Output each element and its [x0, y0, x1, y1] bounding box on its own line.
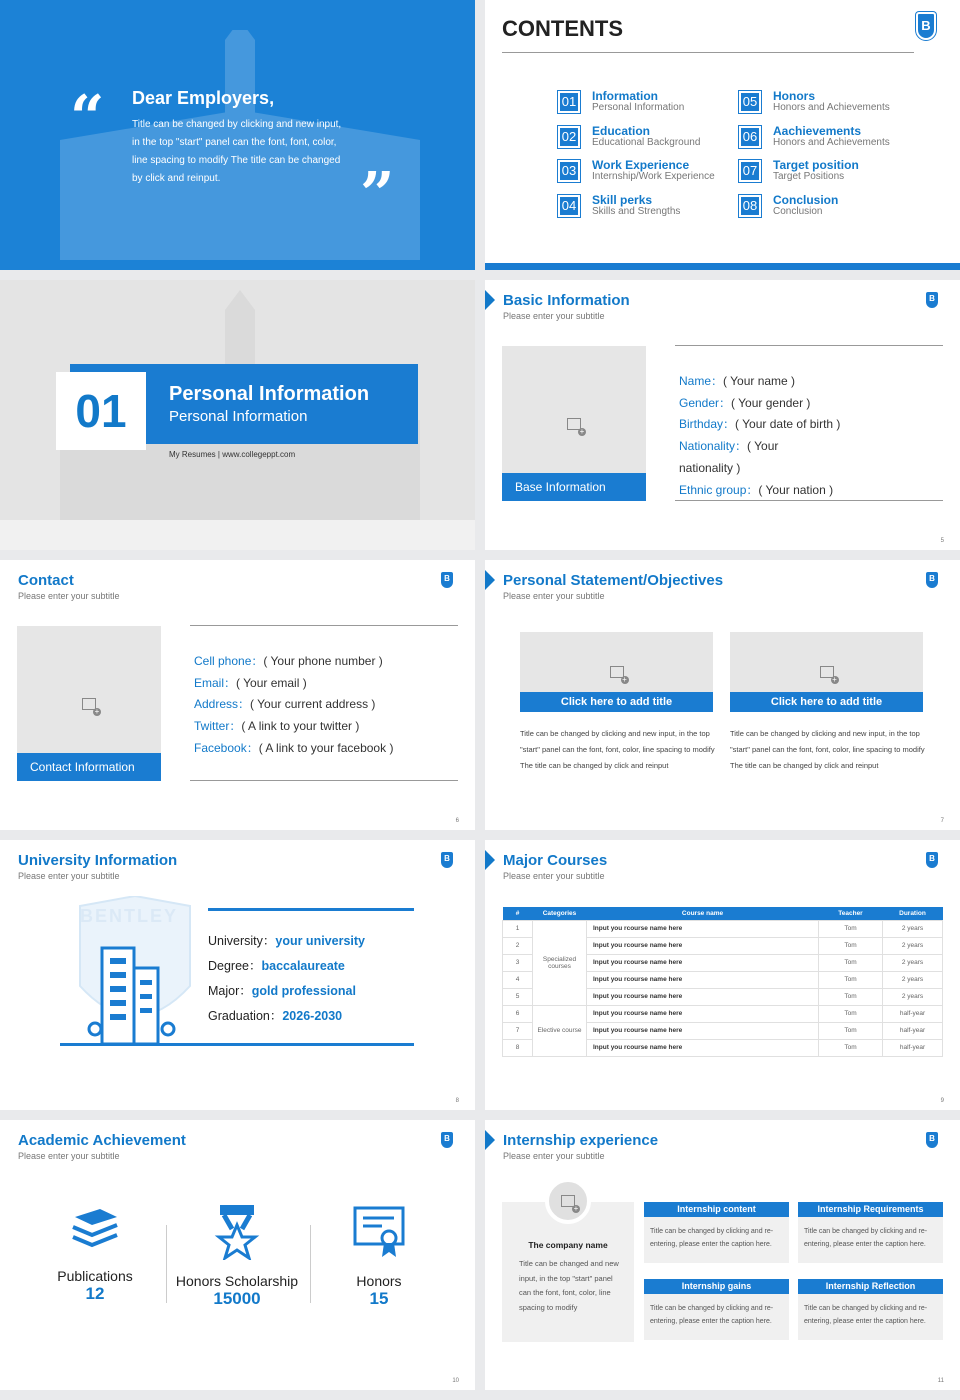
info-field — [194, 738, 454, 760]
teacher-cell[interactable]: Tom — [819, 954, 883, 971]
box-text: Title can be changed by clicking and re-entering, please enter the caption here. — [644, 1217, 789, 1263]
info-field — [679, 480, 859, 502]
page-number: 5 — [940, 538, 944, 544]
col-header: Course name — [587, 907, 819, 920]
teacher-cell[interactable]: Tom — [819, 937, 883, 954]
col-header: Duration — [883, 907, 943, 920]
field-label: University： — [208, 934, 276, 948]
college-logo-icon: B — [926, 292, 938, 308]
university-watermark: BENTLEY — [80, 906, 179, 926]
field-label: Major： — [208, 984, 252, 998]
page-number: 7 — [940, 818, 944, 824]
table-row — [503, 920, 943, 937]
course-name-cell[interactable]: Input you rcourse name here — [587, 1005, 819, 1022]
col-header: Teacher — [819, 907, 883, 920]
contents-item-number: 08 — [739, 195, 761, 217]
field-value[interactable]: ( Your phone number ) — [263, 654, 383, 668]
info-field — [679, 371, 859, 393]
medal-icon — [212, 1205, 262, 1260]
row-number: 3 — [503, 954, 533, 971]
image-placeholder-icon — [82, 698, 96, 710]
title-marker-icon — [485, 570, 495, 590]
slide-internship-experience — [485, 1120, 960, 1390]
achievement-label: Publications — [57, 1268, 133, 1284]
row-number: 6 — [503, 1005, 533, 1022]
info-field — [194, 716, 454, 738]
achievement-item — [165, 1205, 309, 1309]
box-heading: Internship Requirements — [798, 1202, 943, 1217]
info-field — [679, 414, 859, 436]
company-text: Title can be changed and new input, in the top "start" panel can the font, font, color, line spacing to modify — [519, 1259, 619, 1312]
page-number: 8 — [455, 1098, 459, 1104]
card-title-button[interactable]: Click here to add title — [730, 692, 923, 712]
info-field — [679, 393, 859, 415]
box-text: Title can be changed by clicking and re-entering, please enter the caption here. — [644, 1294, 789, 1340]
category-cell: Specialized courses — [533, 920, 587, 1005]
contents-item-number: 02 — [558, 126, 580, 148]
slide-basic-information — [485, 280, 960, 550]
image-placeholder-icon — [567, 418, 581, 430]
row-number: 8 — [503, 1039, 533, 1056]
section-title: Personal Information — [169, 383, 370, 405]
slide-title: Major Courses — [503, 852, 608, 869]
slide-title: Basic Information — [503, 292, 630, 309]
field-value[interactable]: your university — [275, 934, 365, 948]
field-label: Facebook： — [194, 740, 259, 755]
title-marker-icon — [485, 290, 495, 310]
field-label: Twitter： — [194, 719, 242, 734]
statement-image-1[interactable] — [520, 632, 713, 712]
table-header-row — [503, 907, 943, 920]
contents-item-number: 03 — [558, 160, 580, 182]
field-value[interactable]: nationality ) — [679, 460, 741, 475]
contents-item-subtitle: Personal Information — [592, 102, 685, 113]
title-marker-icon — [485, 1130, 495, 1150]
card-text: Title can be changed by clicking and new input, in the top "start" panel can the font, font, color, line spacing to modify The title can be changed by click and reinput — [520, 729, 715, 770]
college-logo-icon: B — [926, 852, 938, 868]
contact-fields — [194, 651, 454, 760]
info-field — [679, 458, 859, 480]
teacher-cell[interactable]: Tom — [819, 1039, 883, 1056]
section-number-box: 01 — [56, 372, 146, 450]
contents-item-title: Honors — [773, 89, 815, 103]
college-logo-icon: B — [926, 1132, 938, 1148]
college-logo-icon: B — [926, 572, 938, 588]
company-name: The company name — [528, 1240, 608, 1250]
basic-fields — [679, 371, 859, 501]
courses-table-body — [503, 920, 943, 1056]
slide-title: Academic Achievement — [18, 1132, 186, 1149]
info-field — [208, 1004, 458, 1029]
slide-contact — [0, 560, 475, 830]
greeting-body: Title can be changed by clicking and new input, in the top "start" panel can the font, font, color, line spacing to modify The title can be changed by click and reinput. — [132, 119, 342, 184]
page-number: 9 — [940, 1098, 944, 1104]
info-bottom-line — [190, 780, 458, 781]
field-value[interactable]: ( Your name ) — [723, 374, 796, 388]
certificate-icon — [352, 1205, 407, 1260]
course-name-cell[interactable]: Input you rcourse name here — [587, 971, 819, 988]
slide-university-information — [0, 840, 475, 1110]
contents-item-title: Work Experience — [592, 158, 690, 172]
contents-item-title: Conclusion — [773, 192, 839, 207]
table-row — [503, 1005, 943, 1022]
contents-item-subtitle: Honors and Achievements — [773, 102, 890, 113]
teacher-cell[interactable]: Tom — [819, 971, 883, 988]
image-placeholder-icon — [610, 666, 624, 678]
image-placeholder-icon — [820, 666, 834, 678]
slide-dear-employers — [0, 0, 475, 270]
title-marker-icon — [485, 850, 495, 870]
contents-item-subtitle: Internship/Work Experience — [592, 171, 715, 182]
photo-label: Contact Information — [17, 753, 161, 781]
field-value[interactable]: 2026-2030 — [282, 1009, 343, 1023]
course-name-cell[interactable]: Input you rcourse name here — [587, 920, 819, 937]
field-value[interactable]: ( Your date of birth ) — [735, 417, 841, 432]
duration-cell[interactable]: half-year — [883, 1005, 943, 1022]
info-field — [679, 436, 859, 458]
info-top-line — [675, 345, 943, 346]
slide-title: Internship experience — [503, 1132, 659, 1149]
slide-subtitle: Please enter your subtitle — [18, 591, 120, 601]
university-bottom-line — [60, 1043, 414, 1046]
slide-subtitle: Please enter your subtitle — [503, 1151, 605, 1161]
college-logo-icon: B — [441, 1132, 453, 1148]
field-value[interactable]: ( Your current address ) — [250, 697, 376, 712]
contents-item-title: Aachievements — [773, 123, 862, 138]
row-number: 2 — [503, 937, 533, 954]
card-title-button[interactable]: Click here to add title — [520, 692, 713, 712]
field-value[interactable]: ( A link to your twitter ) — [241, 719, 360, 734]
info-field — [194, 673, 454, 695]
field-value[interactable]: baccalaureate — [261, 959, 345, 973]
contents-title: CONTENTS — [502, 16, 623, 41]
university-fields — [208, 929, 458, 1029]
info-field — [194, 651, 454, 673]
col-header: # — [503, 907, 533, 920]
duration-cell[interactable]: half-year — [883, 1022, 943, 1039]
photo-placeholder[interactable] — [502, 346, 646, 501]
greeting-heading: Dear Employers, — [132, 88, 275, 108]
teacher-cell[interactable]: Tom — [819, 920, 883, 937]
image-placeholder-icon — [561, 1195, 575, 1207]
photo-label: Base Information — [502, 473, 646, 501]
slide-title: University Information — [18, 852, 178, 869]
contents-item-title: Information — [592, 89, 658, 103]
info-field — [208, 954, 458, 979]
slide-personal-statement — [485, 560, 960, 830]
slide-subtitle: Please enter your subtitle — [18, 1151, 120, 1161]
row-number: 4 — [503, 971, 533, 988]
duration-cell[interactable]: 2 years — [883, 954, 943, 971]
achievement-label: Honors Scholarship — [175, 1273, 299, 1289]
slide-contents — [485, 0, 960, 270]
section-credit: My Resumes | www.collegeppt.com — [169, 450, 296, 459]
field-value[interactable]: ( A link to your facebook ) — [258, 740, 394, 755]
course-name-cell[interactable]: Input you rcourse name here — [587, 1022, 819, 1039]
info-top-line — [190, 625, 458, 626]
field-label: Degree： — [208, 959, 262, 973]
box-text: Title can be changed by clicking and re-entering, please enter the caption here. — [798, 1294, 943, 1340]
achievement-value: 15 — [369, 1289, 389, 1308]
contents-bottom-bar — [485, 263, 960, 270]
contents-item-title: Skill perks — [592, 192, 653, 207]
statement-image-2[interactable] — [730, 632, 923, 712]
achievement-value: 12 — [85, 1284, 105, 1303]
section-subtitle: Personal Information — [169, 408, 308, 425]
field-value[interactable]: ( Your gender ) — [731, 395, 811, 410]
contents-item-subtitle: Target Positions — [773, 171, 845, 182]
duration-cell[interactable]: 2 years — [883, 971, 943, 988]
contents-item-subtitle: Honors and Achievements — [773, 136, 890, 148]
page-number: 6 — [455, 818, 459, 824]
slide-subtitle: Please enter your subtitle — [503, 871, 605, 881]
achievement-item — [307, 1205, 451, 1309]
slide-subtitle: Please enter your subtitle — [503, 591, 605, 601]
contents-divider — [502, 52, 914, 53]
company-logo-placeholder[interactable] — [545, 1178, 591, 1224]
field-label: Graduation： — [208, 1009, 283, 1023]
achievement-label: Honors — [356, 1273, 402, 1289]
contents-item-number: 05 — [739, 91, 761, 113]
contents-item-number: 07 — [739, 160, 761, 182]
contents-item-number: 01 — [558, 91, 580, 113]
photo-placeholder[interactable] — [17, 626, 161, 781]
card-text: Title can be changed by clicking and new input, in the top "start" panel can the font, font, color, line spacing to modify The title can be changed by click and reinput — [730, 729, 925, 770]
info-bottom-line — [675, 500, 943, 501]
achievement-value: 15000 — [213, 1289, 261, 1308]
university-top-line — [208, 908, 414, 911]
field-label: Gender： — [679, 395, 732, 410]
contents-item-title: Education — [592, 123, 651, 138]
slide-major-courses — [485, 840, 960, 1110]
slide-subtitle: Please enter your subtitle — [503, 311, 605, 321]
col-header: Categories — [533, 907, 587, 920]
duration-cell[interactable]: 2 years — [883, 920, 943, 937]
box-heading: Internship gains — [644, 1279, 789, 1294]
contents-item-number: 04 — [558, 195, 580, 217]
field-label: Address： — [194, 697, 251, 712]
slide-title: Personal Statement/Objectives — [503, 572, 724, 589]
field-value[interactable]: gold professional — [251, 984, 356, 998]
box-heading: Internship content — [644, 1202, 789, 1217]
duration-cell[interactable]: half-year — [883, 1039, 943, 1056]
course-name-cell[interactable]: Input you rcourse name here — [587, 937, 819, 954]
contents-item-title: Target position — [773, 158, 859, 172]
slide-title: Contact — [18, 572, 74, 589]
row-number: 5 — [503, 988, 533, 1005]
internship-box — [644, 1202, 789, 1263]
field-value[interactable]: ( Your — [747, 439, 779, 454]
box-text: Title can be changed by clicking and re-entering, please enter the caption here. — [798, 1217, 943, 1263]
page-number: 10 — [452, 1378, 459, 1384]
info-field — [208, 929, 458, 954]
contents-item-subtitle: Educational Background — [592, 136, 701, 148]
info-field — [194, 694, 454, 716]
field-value[interactable]: ( Your nation ) — [758, 482, 834, 497]
row-number: 1 — [503, 920, 533, 937]
contents-item-subtitle: Skills and Strengths — [592, 205, 681, 217]
close-quote-mark: ” — [360, 160, 395, 230]
internship-box — [798, 1279, 943, 1340]
achievement-item — [23, 1205, 167, 1304]
course-name-cell[interactable]: Input you rcourse name here — [587, 1039, 819, 1056]
teacher-cell[interactable]: Tom — [819, 1022, 883, 1039]
field-label: Nationality： — [679, 439, 748, 454]
courses-table — [502, 907, 943, 1057]
slide-subtitle: Please enter your subtitle — [18, 871, 120, 881]
college-logo-icon: B — [441, 852, 453, 868]
contents-item-subtitle: Conclusion — [773, 205, 823, 217]
teacher-cell[interactable]: Tom — [819, 988, 883, 1005]
field-label: Cell phone： — [194, 654, 264, 668]
contents-item-number: 06 — [739, 126, 761, 148]
row-number: 7 — [503, 1022, 533, 1039]
teacher-cell[interactable]: Tom — [819, 1005, 883, 1022]
slide-section-personal — [0, 280, 475, 550]
college-logo-icon: B — [441, 572, 453, 588]
course-name-cell[interactable]: Input you rcourse name here — [587, 988, 819, 1005]
info-field — [208, 979, 458, 1004]
course-name-cell[interactable]: Input you rcourse name here — [587, 954, 819, 971]
duration-cell[interactable]: 2 years — [883, 988, 943, 1005]
field-label: Birthday： — [679, 417, 736, 432]
college-logo-icon: B — [916, 12, 936, 40]
internship-box — [644, 1279, 789, 1340]
open-quote-mark: “ — [70, 83, 105, 153]
field-label: Email： — [194, 675, 237, 690]
field-label: Ethnic group： — [679, 482, 759, 497]
category-cell: Elective course — [533, 1005, 587, 1056]
field-value[interactable]: ( Your email ) — [236, 675, 307, 690]
box-heading: Internship Reflection — [798, 1279, 943, 1294]
internship-box — [798, 1202, 943, 1263]
page-number: 11 — [937, 1378, 944, 1384]
books-icon — [65, 1205, 125, 1255]
field-label: Name： — [679, 374, 724, 388]
duration-cell[interactable]: 2 years — [883, 937, 943, 954]
slide-academic-achievement — [0, 1120, 475, 1390]
